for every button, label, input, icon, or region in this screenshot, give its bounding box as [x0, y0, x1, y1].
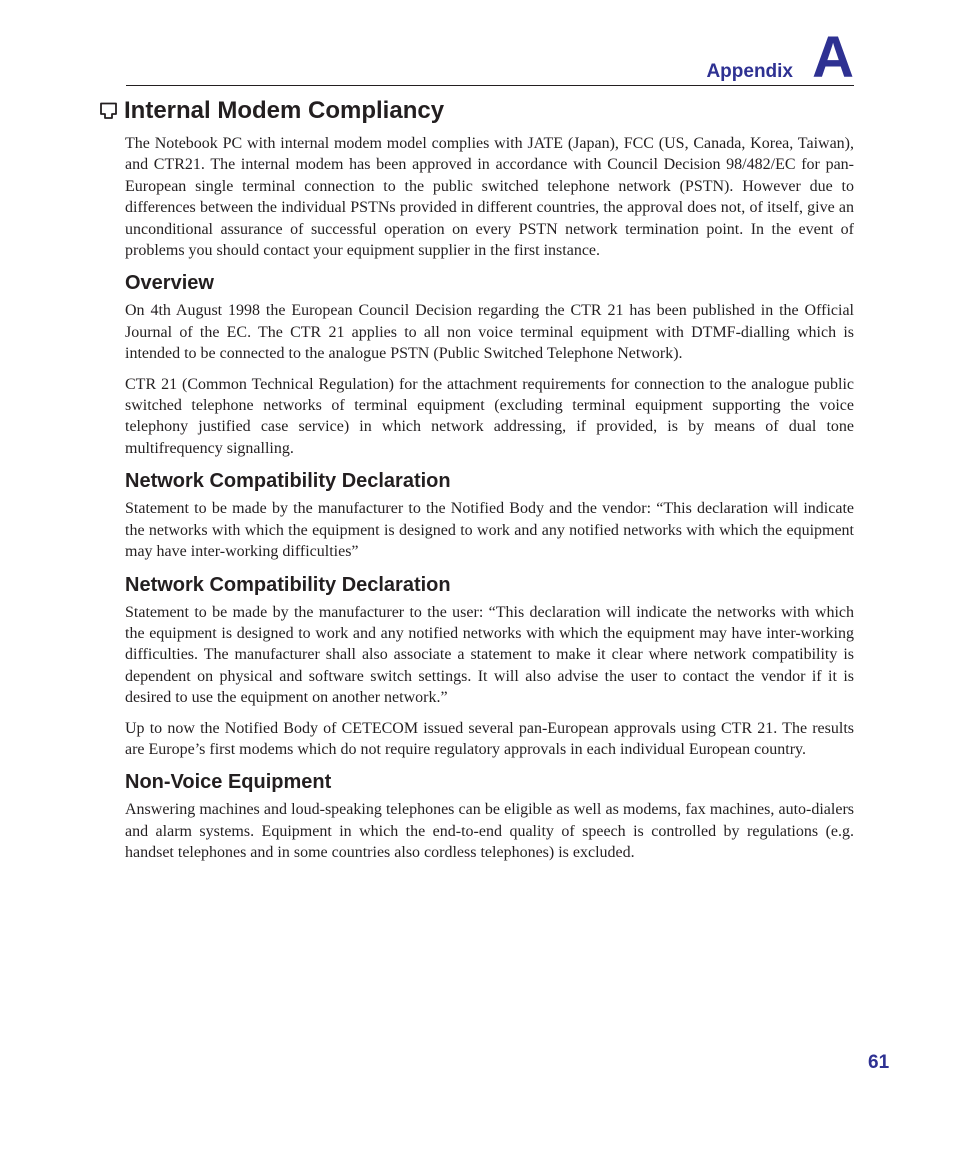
page-content [125, 96, 854, 873]
overview-paragraph-2: CTR 21 (Common Technical Regulation) for the attachment requirements for connection to the analogue public switched telephone networks of terminal equipment (excluding terminal equipment supporting the voice telephony justified case service) in which network addressing, if provided, is by means of dual tone multifrequency signalling. [125, 375, 854, 457]
non-voice-equipment-paragraph: Answering machines and loud-speaking telephones can be eligible as well as modems, fax machines, auto-dialers and alarm systems. Equipment in which the end-to-end quality of speech is controlled by regulations (e.g. handset telephones and in some countries also cordless telephones) is excluded. [125, 801, 854, 862]
appendix-label: Appendix [706, 61, 793, 82]
section-heading-network-compatibility-user: Network Compatibility Declaration [125, 573, 451, 596]
page-number: 61 [868, 1052, 890, 1073]
section-heading-overview: Overview [125, 272, 214, 295]
appendix-letter: A [812, 25, 854, 90]
network-compatibility-user-paragraph-1: Statement to be made by the manufacturer to the user: “This declaration will indicate the networks with which the equipment is designed to work and any notified networks with which the equipment may have inter-working difficulties. The manufacturer shall also associate a statement to make it clear where network compatibility is dependent on physical and software switch settings. It will also advise the user to contact the vendor if it is desired to use the equipment on another network.” [125, 603, 854, 707]
page-title [99, 96, 854, 126]
section-heading-network-compatibility-vendor: Network Compatibility Declaration [125, 470, 451, 493]
network-compatibility-user-paragraph-2: Up to now the Notified Body of CETECOM issued several pan-European approvals using CTR 21. The results are Europe’s first modems which do not require regulatory approvals in each individual European country. [125, 719, 854, 758]
intro-paragraph: The Notebook PC with internal modem model complies with JATE (Japan), FCC (US, Canada, Korea, Taiwan), and CTR21. The internal modem has been approved in accordance with Council Decision 98/482/EC for pan-European single terminal connection to the public switched telephone network (PSTN). However due to differences between the individual PSTNs provided in different countries, the approval does not, of itself, give an unconditional assurance of successful operation on every PSTN network termination point. In the event of problems you should contact your equipment supplier in the first instance. [125, 135, 854, 260]
overview-paragraph-1: On 4th August 1998 the European Council Decision regarding the CTR 21 has been published in the Official Journal of the EC. The CTR 21 applies to all non voice terminal equipment with DTMF-dialling which is intended to be connected to the analogue PSTN (Public Switched Telephone Network). [125, 302, 854, 363]
section-heading-non-voice-equipment: Non-Voice Equipment [125, 771, 332, 794]
page-title-text: Internal Modem Compliancy [124, 97, 445, 124]
modem-icon [99, 102, 118, 120]
network-compatibility-vendor-paragraph: Statement to be made by the manufacturer to the Notified Body and the vendor: “This declaration will indicate the networks with which the equipment is designed to work and any notified networks with which the equipment may have inter-working difficulties” [125, 500, 854, 561]
page-header [126, 25, 854, 90]
